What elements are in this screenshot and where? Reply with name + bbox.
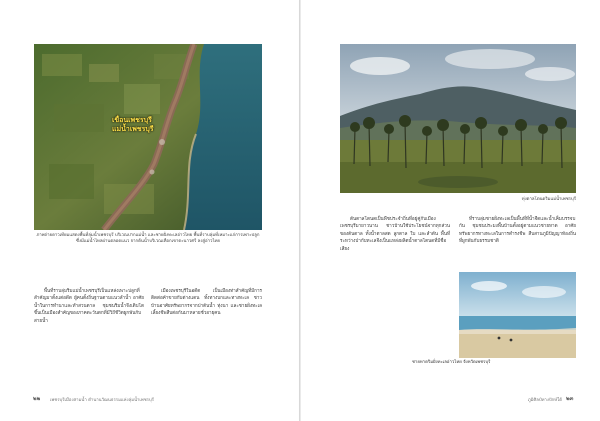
right-paragraph-1: ต้นตาลโตนดเป็นพืชประจำถิ่นที่อยู่คู่กับเมืองเพชรบุรีมายาวนาน ชาวบ้านใช้ประโยชน์จากทุกส่วนของต้นตาล ทั้งน้ำตาลสด ลูกตาล ใบ และลำต้น พื้นที่ระหว่างป่ากับทะเลจึงเป็นแหล่งผลิตน้ำตาลโตนดที่มีชื่อเสียง — [340, 217, 450, 252]
right-paragraph-2: ที่ราบลุ่มชายฝั่งทะเลเป็นพื้นที่ที่น้ำจืดและน้ำเค็มบรรจบกัน ชุมชนประมงพื้นบ้านตั้งอยู่ตามแนวชายหาด อาศัยทรัพยากรทางทะเลในการดำรงชีพ สืบสานภูมิปัญญาท้องถิ่นที่ผูกพันกับธรรมชาติ — [459, 217, 576, 245]
palm-field-photo — [340, 44, 576, 193]
right-page-number: ๒๓ — [566, 396, 574, 402]
right-body-column-2 — [459, 216, 576, 246]
satellite-map-image — [34, 44, 262, 230]
left-page-number: ๒๒ — [33, 396, 41, 402]
satellite-image-caption: ภาพถ่ายดาวเทียมแสดงพื้นที่ลุ่มน้ำเพชรบุรี บริเวณปากแม่น้ำ และชายฝั่งทะเลอ่าวไทย พื้นที่ราบลุ่มที่เหมาะแก่การเพาะปลูก ซึ่งมีแม่น้ำไหลผ่านตลอดแนว จากต้นน้ำบริเวณเทือกเขาตะนาวศรี ลงสู่อ่าวไทย — [36, 233, 260, 245]
map-annotation — [112, 116, 154, 134]
beach-photo-caption: ชายหาดริมฝั่งทะเลอ่าวไทย จังหวัดเพชรบุรี — [412, 360, 491, 365]
left-body-column-2 — [151, 288, 262, 318]
right-body-column-1 — [340, 216, 450, 253]
map-label-dam: เขื่อนเพชรบุรี — [112, 116, 152, 124]
map-label-river: แม่น้ำเพชรบุรี — [112, 125, 154, 133]
left-paragraph-2: เมืองเพชรบุรีในอดีต เป็นเมืองท่าสำคัญที่มีการติดต่อค้าขายกับต่างแดน ทั้งทางบกและทางทะเล ชาวบ้านอาศัยทรัพยากรจากป่าต้นน้ำ ทุ่งนา และชายฝั่งทะเล เลี้ยงชีพสืบต่อกันมาหลายชั่วอายุคน — [151, 289, 262, 317]
book-spine — [299, 0, 301, 421]
left-body-column-1 — [34, 288, 144, 325]
left-running-head: เพชรบุรีเมืองสามน้ำ ตำนานวัฒนธรรมแห่งลุ่มน้ำเพชรบุรี — [50, 398, 154, 403]
left-paragraph-1: พื้นที่ราบลุ่มริมแม่น้ำเพชรบุรีเป็นแหล่งเพาะปลูกที่สำคัญมาตั้งแต่อดีต ผู้คนตั้งถิ่นฐานตามแนวลำน้ำ อาศัยน้ำในการทำนาและทำสวนตาล ชุมชนริมน้ำจึงเติบโตขึ้นเป็นเมืองสำคัญของภาคตะวันตกที่มีวิถีชีวิตผูกพันกับสายน้ำ — [34, 289, 144, 324]
right-running-head: ภูมิศิลป์ทางปักษ์ใต้ — [527, 398, 562, 403]
beach-photo — [459, 272, 576, 358]
palm-photo-caption: ทุ่งตาลโตนดริมแม่น้ำเพชรบุรี — [521, 197, 576, 202]
